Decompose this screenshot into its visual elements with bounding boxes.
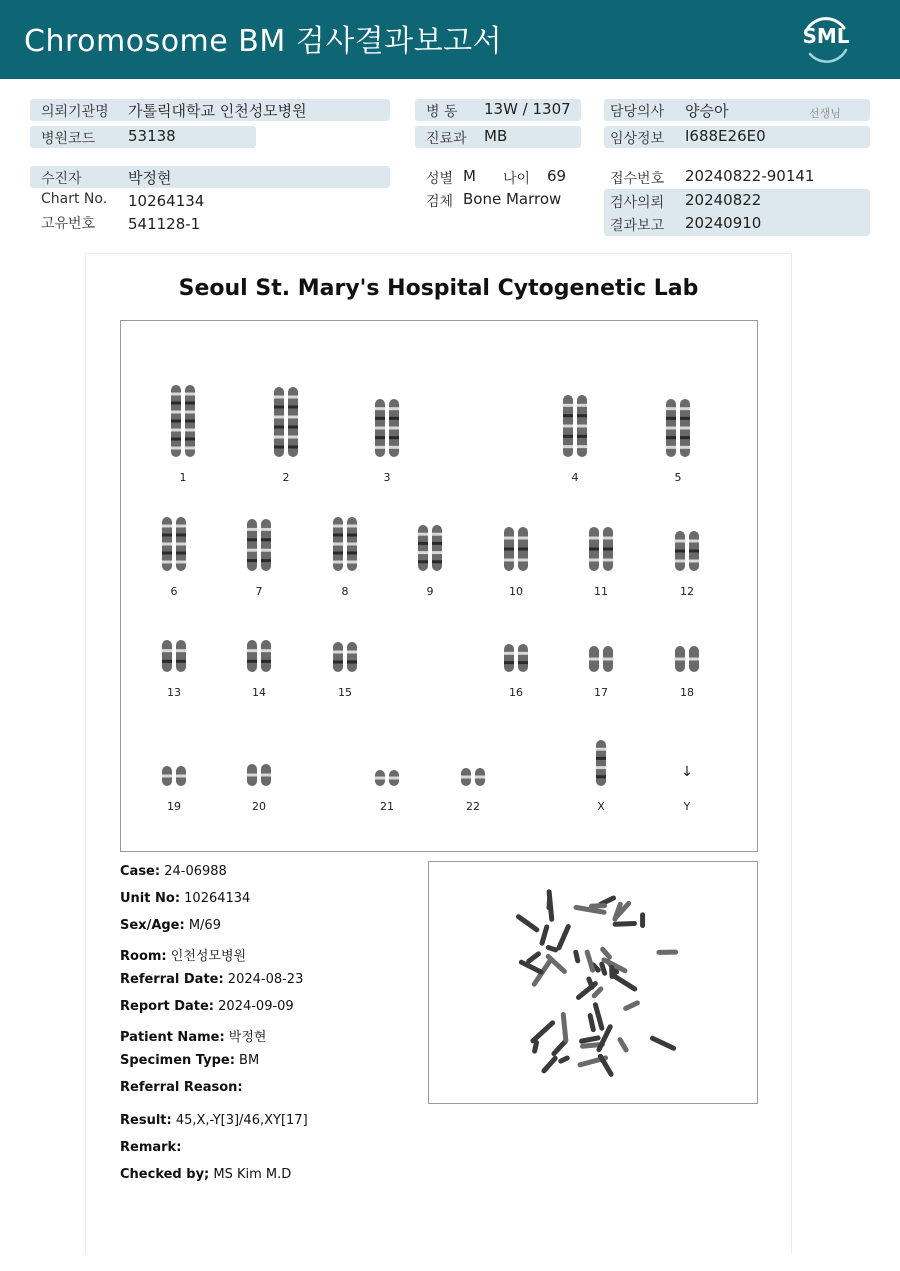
chromosome-band: [518, 537, 528, 540]
chromosome-pair-8: [333, 517, 357, 571]
report-field-label: Result:: [120, 1113, 172, 1128]
chromosome-band: [261, 549, 271, 552]
chromosome: [162, 640, 172, 672]
chromosome-pair-10: [504, 527, 528, 571]
metaphase-chromosome: [529, 1019, 556, 1044]
chromosome-band: [577, 425, 587, 428]
chromosome-band: [432, 560, 442, 563]
unique-label: 고유번호: [41, 216, 96, 232]
report-field: [120, 1026, 266, 1045]
chromosome-band: [432, 551, 442, 554]
chromosome-band: [504, 661, 514, 664]
report-field-value: 24-06988: [160, 864, 227, 879]
chromosome-label-2: 2: [282, 471, 290, 484]
chromosome-label-12: 12: [680, 585, 694, 598]
chromosome-band: [504, 559, 514, 562]
sex-value: M: [463, 167, 476, 185]
clinical-label: 임상정보: [610, 131, 665, 147]
chromosome-band: [389, 417, 399, 420]
chromosome-label-6: 6: [170, 585, 178, 598]
institution-label: 의뢰기관명: [41, 104, 109, 120]
chromosome-band: [596, 775, 606, 778]
chromosome-band: [589, 559, 599, 562]
chromosome-band: [176, 649, 186, 652]
metaphase-chromosome: [515, 913, 540, 933]
chromosome-band: [680, 436, 690, 439]
chromosome-band: [680, 407, 690, 410]
metaphase-chromosome: [649, 1035, 677, 1052]
chromosome-band: [176, 552, 186, 555]
chromosome-pair-21: [375, 770, 399, 786]
doctor-suffix: 선생님: [809, 107, 841, 120]
metaphase-chromosome: [545, 944, 559, 953]
chromosome-pair-1: [171, 385, 195, 457]
chromosome-pair-5: [666, 399, 690, 457]
report-field-value: MS Kim M.D: [209, 1167, 292, 1182]
metaphase-chromosome: [622, 1000, 640, 1012]
chromosome-band: [689, 540, 699, 543]
report-field: [120, 1140, 181, 1155]
report-field: [120, 972, 303, 987]
age-label: 나이: [503, 171, 531, 187]
dept-value: MB: [484, 127, 508, 145]
chromosome-band: [347, 561, 357, 564]
chromosome-band: [563, 425, 573, 428]
dept-label: 진료과: [426, 131, 467, 147]
chromosome-pair-X: [596, 740, 606, 786]
chromosome-band: [680, 427, 690, 430]
chromosome-band: [675, 550, 685, 553]
patient-label: 수진자: [41, 171, 82, 187]
chromosome-band: [680, 417, 690, 420]
chromosome-band: [176, 525, 186, 528]
chromosome-band: [176, 543, 186, 546]
report-field-value: 2024-09-09: [214, 999, 294, 1014]
chromosome-band: [418, 533, 428, 536]
metaphase-chromosome: [613, 921, 638, 927]
sml-logo: [796, 12, 856, 68]
report-field-value: 45,X,-Y[3]/46,XY[17]: [171, 1113, 308, 1128]
chromosome-band: [347, 552, 357, 555]
chromosome-band: [261, 649, 271, 652]
report-field-value: M/69: [184, 918, 221, 933]
report-field-value: BM: [234, 1053, 260, 1068]
chromosome-band: [418, 560, 428, 563]
chromosome-pair-20: [247, 764, 271, 786]
chromosome-band: [563, 435, 573, 438]
chromosome-pair-2: [274, 387, 298, 457]
doctor-label: 담당의사: [610, 104, 665, 120]
chromosome-pair-9: [418, 525, 442, 571]
chromosome-band: [504, 652, 514, 655]
chromosome-band: [666, 417, 676, 420]
karyogram: [120, 320, 758, 852]
report-field: [120, 918, 221, 933]
chromosome-pair-6: [162, 517, 186, 571]
metaphase-chromosome: [561, 1012, 569, 1043]
chromosome-band: [274, 446, 284, 449]
report-field-label: Referral Reason:: [120, 1080, 243, 1095]
chromosome-band: [675, 540, 685, 543]
chromosome-band: [333, 651, 343, 654]
doctor-value: 양승아: [685, 102, 729, 120]
metaphase-chromosome: [584, 949, 596, 973]
chromosome-band: [375, 436, 385, 439]
chromosome: [176, 640, 186, 672]
chromosome-band: [171, 402, 181, 405]
chromosome-band: [680, 446, 690, 449]
report-field: [120, 999, 294, 1014]
chromosome-band: [261, 774, 271, 777]
chromosome-band: [171, 429, 181, 432]
chromosome-band: [185, 402, 195, 405]
chromosome-band: [518, 652, 528, 655]
chromosome-band: [504, 537, 514, 540]
chromosome-band: [333, 534, 343, 537]
chromosome-label-5: 5: [674, 471, 682, 484]
chromosome-band: [247, 538, 257, 541]
chromosome-band: [247, 660, 257, 663]
chromosome-label-14: 14: [252, 686, 266, 699]
chromosome-band: [274, 426, 284, 429]
chromosome-band: [333, 525, 343, 528]
chromosome-band: [185, 429, 195, 432]
chromosome-band: [171, 411, 181, 414]
chromosome-band: [347, 543, 357, 546]
chromosome: [247, 519, 257, 571]
chromosome-pair-18: [675, 646, 699, 672]
chromosome-band: [171, 420, 181, 423]
chromosome-band: [347, 661, 357, 664]
chromosome-band: [162, 561, 172, 564]
chromosome-band: [162, 525, 172, 528]
chromosome-band: [518, 661, 528, 664]
chromosome-pair-16: [504, 644, 528, 672]
chromosome-band: [176, 561, 186, 564]
chromosome-band: [589, 537, 599, 540]
chromosome-band: [274, 416, 284, 419]
chromosome: [347, 642, 357, 672]
chromosome-label-10: 10: [509, 585, 523, 598]
metaphase-spread: [429, 862, 757, 1103]
chromosome-band: [375, 446, 385, 449]
report-field-label: Unit No:: [120, 891, 181, 906]
chromosome: [261, 519, 271, 571]
chromosome-label-7: 7: [255, 585, 263, 598]
report-field-value: 인천성모병원: [166, 949, 247, 964]
chromosome-band: [162, 552, 172, 555]
request-label: 검사의뢰: [610, 195, 665, 211]
metaphase-chromosome: [656, 950, 678, 955]
report-field: [120, 891, 250, 906]
chromosome-pair-3: [375, 399, 399, 457]
chromosome-band: [666, 407, 676, 410]
chromosome-band: [689, 550, 699, 553]
chromosome-band: [261, 538, 271, 541]
metaphase-chromosome: [540, 1055, 558, 1075]
chromosome-band: [347, 651, 357, 654]
karyotype-report: [85, 253, 792, 1254]
chromosome: [518, 644, 528, 672]
chromosome-band: [461, 776, 471, 779]
metaphase-chromosome: [617, 1036, 630, 1053]
chromosome-label-20: 20: [252, 800, 266, 813]
institution-value: 가톨릭대학교 인천성모병원: [128, 102, 307, 120]
chromosome-band: [589, 658, 599, 661]
chromosome-band: [518, 559, 528, 562]
chromosome-band: [347, 534, 357, 537]
report-field-value: 10264134: [180, 891, 251, 906]
chromosome-label-11: 11: [594, 585, 608, 598]
chromosome: [333, 642, 343, 672]
chromosome-band: [288, 426, 298, 429]
chromosome-band: [577, 445, 587, 448]
report-field-label: Specimen Type:: [120, 1053, 235, 1068]
chromosome-band: [247, 549, 257, 552]
chromosome-label-1: 1: [179, 471, 187, 484]
report-header: [0, 0, 900, 79]
chromosome-band: [389, 436, 399, 439]
chromosome-band: [288, 396, 298, 399]
report-field-label: Patient Name:: [120, 1030, 225, 1045]
chromosome-band: [375, 777, 385, 780]
chromosome-band: [518, 548, 528, 551]
page-title: Chromosome BM 검사결과보고서: [24, 24, 503, 59]
metaphase-chromosome: [640, 912, 645, 928]
report-field-label: Room:: [120, 949, 167, 964]
missing-y-arrow-icon: ↓: [681, 764, 693, 780]
report-field-label: Checked by;: [120, 1167, 210, 1182]
report-field-value: 박정현: [224, 1030, 267, 1045]
report-field: [120, 1167, 291, 1182]
chromosome-band: [162, 534, 172, 537]
chromosome-band: [162, 660, 172, 663]
chromosome-band: [563, 445, 573, 448]
chromosome-band: [288, 436, 298, 439]
chromosome-band: [171, 438, 181, 441]
report-field-label: Referral Date:: [120, 972, 224, 987]
receipt-label: 접수번호: [610, 171, 665, 187]
metaphase-chromosome: [556, 923, 572, 951]
chromosome-band: [333, 561, 343, 564]
specimen-value: Bone Marrow: [463, 190, 562, 208]
chromosome-band: [689, 560, 699, 563]
chromosome-band: [577, 404, 587, 407]
chromosome-band: [162, 649, 172, 652]
report-field-label: Sex/Age:: [120, 918, 185, 933]
report-field: [120, 945, 246, 964]
chromosome-band: [666, 446, 676, 449]
chromosome-band: [675, 658, 685, 661]
chromosome-band: [288, 446, 298, 449]
chromosome-band: [176, 534, 186, 537]
chromosome-band: [389, 407, 399, 410]
chromosome-band: [247, 559, 257, 562]
patient-value: 박정현: [128, 169, 172, 187]
chromosome-band: [261, 528, 271, 531]
chromosome-pair-4: [563, 395, 587, 457]
chromosome-label-17: 17: [594, 686, 608, 699]
chromosome-label-15: 15: [338, 686, 352, 699]
report-date-value: 20240910: [685, 214, 762, 232]
chromosome-band: [603, 537, 613, 540]
chromosome-pair-7: [247, 519, 271, 571]
chromosome-band: [261, 559, 271, 562]
metaphase-chromosome: [608, 971, 638, 992]
chromosome-band: [675, 560, 685, 563]
report-field-label: Case:: [120, 864, 161, 879]
chromosome-band: [418, 542, 428, 545]
chromosome-band: [418, 551, 428, 554]
ward-label: 병 동: [426, 104, 458, 120]
chromosome-label-3: 3: [383, 471, 391, 484]
chromosome-band: [603, 559, 613, 562]
chromosome: [247, 640, 257, 672]
chromosome-band: [596, 766, 606, 769]
metaphase-chromosome: [546, 896, 552, 910]
chart-label: Chart No.: [41, 191, 108, 207]
chromosome-band: [389, 777, 399, 780]
chromosome-band: [274, 436, 284, 439]
chromosome-pair-15: [333, 642, 357, 672]
request-value: 20240822: [685, 191, 762, 209]
chromosome-band: [247, 774, 257, 777]
chromosome-pair-14: [247, 640, 271, 672]
chromosome-pair-11: [589, 527, 613, 571]
chromosome-band: [274, 406, 284, 409]
chromosome-band: [247, 649, 257, 652]
chromosome-pair-17: [589, 646, 613, 672]
chromosome-band: [563, 404, 573, 407]
unique-value: 541128-1: [128, 215, 201, 233]
chromosome-pair-19: [162, 766, 186, 786]
receipt-value: 20240822-90141: [685, 167, 815, 185]
chromosome-band: [589, 548, 599, 551]
metaphase-image: [428, 861, 758, 1104]
report-field: [120, 1053, 259, 1068]
chromosome-band: [577, 414, 587, 417]
chromosome-band: [475, 776, 485, 779]
chromosome-band: [261, 660, 271, 663]
chromosome-band: [274, 396, 284, 399]
chromosome-band: [185, 393, 195, 396]
chromosome-band: [666, 427, 676, 430]
chromosome-band: [247, 528, 257, 531]
chromosome-band: [504, 548, 514, 551]
report-date-label: 결과보고: [610, 218, 665, 234]
specimen-label: 검체: [426, 194, 454, 210]
report-field: [120, 864, 227, 879]
chromosome-label-X: X: [597, 800, 605, 813]
hospital-code-label: 병원코드: [41, 131, 96, 147]
chromosome-band: [288, 406, 298, 409]
chromosome-label-18: 18: [680, 686, 694, 699]
chromosome-band: [603, 548, 613, 551]
chromosome-label-Y: Y: [683, 800, 691, 813]
chromosome-band: [563, 414, 573, 417]
chromosome-band: [389, 427, 399, 430]
clinical-value: I688E26E0: [685, 127, 766, 145]
report-title: Seoul St. Mary's Hospital Cytogenetic Lab: [178, 276, 699, 301]
chromosome-band: [171, 393, 181, 396]
chromosome-band: [375, 407, 385, 410]
chromosome-band: [603, 658, 613, 661]
chromosome-label-19: 19: [167, 800, 181, 813]
report-field: [120, 1113, 308, 1128]
chromosome-band: [185, 420, 195, 423]
chromosome-band: [185, 411, 195, 414]
hospital-code-value: 53138: [128, 127, 176, 145]
chromosome-band: [389, 446, 399, 449]
chromosome-label-9: 9: [426, 585, 434, 598]
chromosome-band: [432, 533, 442, 536]
logo-text: SML: [802, 24, 850, 48]
chart-value: 10264134: [128, 192, 205, 210]
chromosome-band: [347, 525, 357, 528]
chromosome-pair-13: [162, 640, 186, 672]
chromosome-band: [288, 416, 298, 419]
chromosome-label-21: 21: [380, 800, 394, 813]
chromosome-band: [185, 438, 195, 441]
chromosome-band: [596, 757, 606, 760]
chromosome-band: [171, 447, 181, 450]
metaphase-chromosome: [539, 924, 550, 946]
chromosome-band: [162, 543, 172, 546]
chromosome-band: [176, 660, 186, 663]
chromosome-band: [375, 417, 385, 420]
report-field: [120, 1080, 243, 1095]
chromosome-label-13: 13: [167, 686, 181, 699]
chromosome-band: [162, 775, 172, 778]
chromosome: [418, 525, 428, 571]
metaphase-chromosome: [525, 950, 542, 964]
metaphase-chromosome: [557, 1055, 570, 1065]
chromosome-band: [596, 748, 606, 751]
chromosome-band: [432, 542, 442, 545]
chromosome-pair-12: [675, 531, 699, 571]
report-field-label: Report Date:: [120, 999, 215, 1014]
chromosome-label-4: 4: [571, 471, 579, 484]
metaphase-chromosome: [587, 1013, 596, 1033]
row-patient-bg: [30, 166, 390, 188]
chromosome-label-22: 22: [466, 800, 480, 813]
ward-value: 13W / 1307: [484, 100, 571, 118]
chromosome: [261, 640, 271, 672]
chromosome: [596, 740, 606, 786]
metaphase-chromosome: [573, 949, 581, 964]
chromosome-band: [333, 552, 343, 555]
chromosome-band: [375, 427, 385, 430]
chromosome-band: [577, 435, 587, 438]
report-field-value: 2024-08-23: [223, 972, 304, 987]
chromosome-label-16: 16: [509, 686, 523, 699]
chromosome: [504, 644, 514, 672]
sex-label: 성별: [426, 171, 454, 187]
chromosome-label-8: 8: [341, 585, 349, 598]
chromosome-band: [666, 436, 676, 439]
chromosome-band: [689, 658, 699, 661]
chromosome-pair-22: [461, 768, 485, 786]
chromosome: [432, 525, 442, 571]
chromosome-band: [333, 661, 343, 664]
report-field-label: Remark:: [120, 1140, 182, 1155]
chromosome-band: [176, 775, 186, 778]
chromosome-band: [185, 447, 195, 450]
age-value: 69: [547, 167, 567, 185]
chromosome-band: [333, 543, 343, 546]
